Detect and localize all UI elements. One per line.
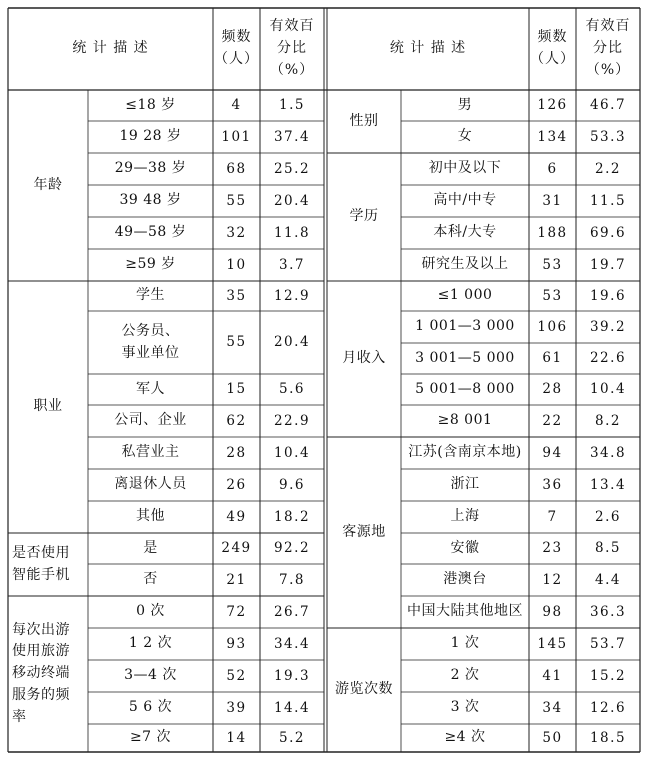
left-row-pct: 7.8 — [279, 571, 305, 588]
right-row-freq: 188 — [537, 224, 568, 241]
left-row-label: ≥59 岁 — [125, 256, 176, 273]
left-row-pct: 5.2 — [279, 729, 305, 746]
right-row-label: 港澳台 — [443, 571, 487, 588]
right-row-pct: 34.8 — [589, 444, 627, 461]
left-row-freq: 15 — [226, 381, 247, 398]
left-row-label: 5 6 次 — [128, 699, 173, 716]
left-row-label: 公务员、 事业单位 — [121, 322, 180, 361]
header-left-freq: 频数 （人） — [214, 29, 259, 67]
left-row-label: 29—38 岁 — [114, 160, 187, 177]
right-row-freq: 34 — [542, 699, 563, 716]
right-row-freq: 41 — [542, 667, 563, 684]
right-row-label: 5 001—8 000 — [415, 380, 515, 397]
left-row-freq: 55 — [226, 334, 247, 351]
left-row-label: 49—58 岁 — [114, 224, 187, 241]
right-row-pct: 2.6 — [595, 508, 621, 525]
left-row-label: ≤18 岁 — [125, 96, 176, 113]
header-right-freq: 频数 （人） — [530, 29, 575, 67]
left-row-pct: 20.4 — [273, 192, 311, 209]
right-row-label: 浙江 — [450, 476, 480, 493]
right-row-label: 初中及以下 — [428, 160, 502, 177]
left-row-freq: 21 — [226, 571, 247, 588]
header-right-title: 统 计 描 述 — [389, 40, 467, 57]
left-group-label: 年龄 — [33, 176, 63, 193]
left-row-pct: 12.9 — [273, 287, 311, 304]
left-row-label: 3—4 次 — [124, 667, 177, 684]
right-row-freq: 53 — [542, 256, 563, 273]
left-row-label: 否 — [143, 571, 158, 588]
right-row-label: ≥4 次 — [444, 729, 486, 746]
left-row-freq: 49 — [226, 508, 247, 525]
left-row-pct: 20.4 — [273, 334, 311, 351]
left-row-freq: 28 — [226, 444, 247, 461]
right-row-pct: 12.6 — [589, 699, 627, 716]
right-row-pct: 18.5 — [589, 729, 627, 746]
right-row-label: 男 — [457, 96, 473, 113]
right-row-label: 江苏(含南京本地) — [408, 444, 522, 461]
left-row-label: 39 48 岁 — [119, 192, 182, 209]
left-row-pct: 9.6 — [279, 476, 305, 493]
left-row-freq: 68 — [226, 160, 247, 177]
right-row-pct: 69.6 — [589, 224, 627, 241]
left-row-freq: 72 — [226, 603, 247, 620]
right-row-freq: 50 — [542, 729, 563, 746]
right-row-pct: 19.6 — [589, 287, 627, 304]
left-row-pct: 19.3 — [273, 667, 311, 684]
right-row-freq: 7 — [547, 508, 558, 525]
left-row-pct: 92.2 — [273, 540, 311, 557]
left-row-label: 公司、企业 — [114, 412, 187, 429]
right-group-label: 月收入 — [342, 350, 386, 367]
right-row-pct: 36.3 — [589, 603, 627, 620]
right-row-label: 1 次 — [450, 635, 480, 652]
header-left-pct: 有效百 分比 （%） — [269, 18, 315, 78]
right-row-freq: 23 — [542, 540, 563, 557]
right-group-label: 客源地 — [342, 523, 386, 540]
left-row-freq: 32 — [226, 224, 247, 241]
left-row-label: 私营业主 — [121, 444, 180, 461]
right-row-freq: 53 — [542, 287, 563, 304]
right-row-pct: 46.7 — [589, 97, 627, 114]
left-row-pct: 10.4 — [273, 444, 311, 461]
right-row-freq: 98 — [542, 603, 563, 620]
left-row-pct: 18.2 — [273, 508, 311, 525]
header-right-pct: 有效百 分比 （%） — [585, 18, 631, 78]
left-row-label: 是 — [143, 539, 158, 556]
left-row-freq: 52 — [226, 667, 247, 684]
right-row-freq: 31 — [542, 192, 563, 209]
right-row-freq: 126 — [537, 97, 568, 114]
left-row-freq: 35 — [226, 287, 247, 304]
left-row-label: 19 28 岁 — [119, 128, 182, 145]
left-row-freq: 39 — [226, 699, 247, 716]
right-row-pct: 2.2 — [595, 160, 621, 177]
right-row-pct: 53.3 — [589, 128, 627, 145]
right-row-pct: 22.6 — [589, 350, 627, 367]
left-row-label: 军人 — [136, 380, 165, 397]
left-row-pct: 37.4 — [273, 128, 311, 145]
header-left-title: 统 计 描 述 — [72, 40, 149, 57]
right-row-pct: 15.2 — [589, 667, 627, 684]
right-row-freq: 28 — [542, 381, 563, 398]
right-row-pct: 53.7 — [589, 635, 627, 652]
right-row-label: 研究生及以上 — [421, 256, 509, 273]
left-row-freq: 4 — [231, 97, 242, 114]
left-row-pct: 26.7 — [273, 603, 311, 620]
right-row-freq: 94 — [542, 444, 563, 461]
right-row-pct: 13.4 — [589, 476, 627, 493]
left-row-label: 1 2 次 — [128, 635, 173, 652]
right-row-freq: 106 — [537, 318, 568, 335]
right-row-label: ≤1 000 — [437, 287, 493, 304]
left-row-pct: 34.4 — [273, 635, 311, 652]
right-row-label: 中国大陆其他地区 — [407, 603, 523, 620]
left-row-freq: 26 — [226, 476, 247, 493]
right-row-freq: 36 — [542, 476, 563, 493]
right-row-label: 高中/中专 — [433, 192, 497, 209]
left-group-label: 是否使用 智能手机 — [12, 544, 70, 583]
right-row-label: 本科/大专 — [433, 224, 497, 241]
right-row-pct: 10.4 — [589, 381, 627, 398]
left-row-label: 其他 — [136, 508, 165, 525]
right-row-pct: 11.5 — [589, 192, 627, 209]
left-row-pct: 22.9 — [273, 412, 311, 429]
right-row-freq: 134 — [537, 128, 568, 145]
right-group-label: 性别 — [349, 112, 379, 129]
left-row-pct: 11.8 — [273, 224, 311, 241]
left-row-label: 离退休人员 — [114, 476, 187, 493]
left-row-freq: 101 — [221, 128, 252, 145]
right-row-label: 安徽 — [450, 539, 480, 556]
left-row-label: 学生 — [136, 287, 165, 304]
left-row-pct: 5.6 — [279, 381, 305, 398]
left-row-freq: 249 — [221, 540, 252, 557]
left-row-freq: 55 — [226, 192, 247, 209]
right-row-freq: 22 — [542, 412, 563, 429]
right-row-freq: 61 — [542, 350, 563, 367]
left-row-pct: 25.2 — [273, 160, 311, 177]
right-row-pct: 39.2 — [589, 318, 627, 335]
right-group-label: 学历 — [349, 208, 379, 225]
left-row-pct: 1.5 — [279, 97, 305, 114]
left-row-freq: 10 — [226, 256, 247, 273]
left-row-freq: 93 — [226, 635, 247, 652]
right-row-label: 3 001—5 000 — [415, 349, 515, 366]
right-row-freq: 12 — [542, 571, 563, 588]
left-row-freq: 62 — [226, 412, 247, 429]
right-row-label: 上海 — [450, 508, 480, 525]
left-row-freq: 14 — [226, 729, 247, 746]
left-row-label: ≥7 次 — [129, 729, 172, 746]
right-row-label: 1 001—3 000 — [415, 318, 515, 335]
right-row-label: 3 次 — [450, 699, 480, 716]
right-row-pct: 8.5 — [595, 540, 621, 557]
left-row-pct: 14.4 — [273, 699, 311, 716]
left-group-label: 职业 — [33, 398, 63, 415]
right-row-pct: 4.4 — [595, 571, 621, 588]
right-row-label: ≥8 001 — [437, 412, 493, 429]
right-row-label: 2 次 — [450, 667, 480, 684]
left-row-pct: 3.7 — [279, 256, 305, 273]
left-group-label: 每次出游 使用旅游 移动终端 服务的频 率 — [12, 621, 70, 725]
right-group-label: 游览次数 — [335, 681, 393, 698]
left-row-label: 0 次 — [136, 603, 165, 620]
right-row-pct: 19.7 — [589, 256, 627, 273]
right-row-freq: 145 — [537, 635, 568, 652]
right-row-pct: 8.2 — [595, 412, 621, 429]
right-row-freq: 6 — [547, 160, 558, 177]
right-row-label: 女 — [457, 128, 473, 145]
